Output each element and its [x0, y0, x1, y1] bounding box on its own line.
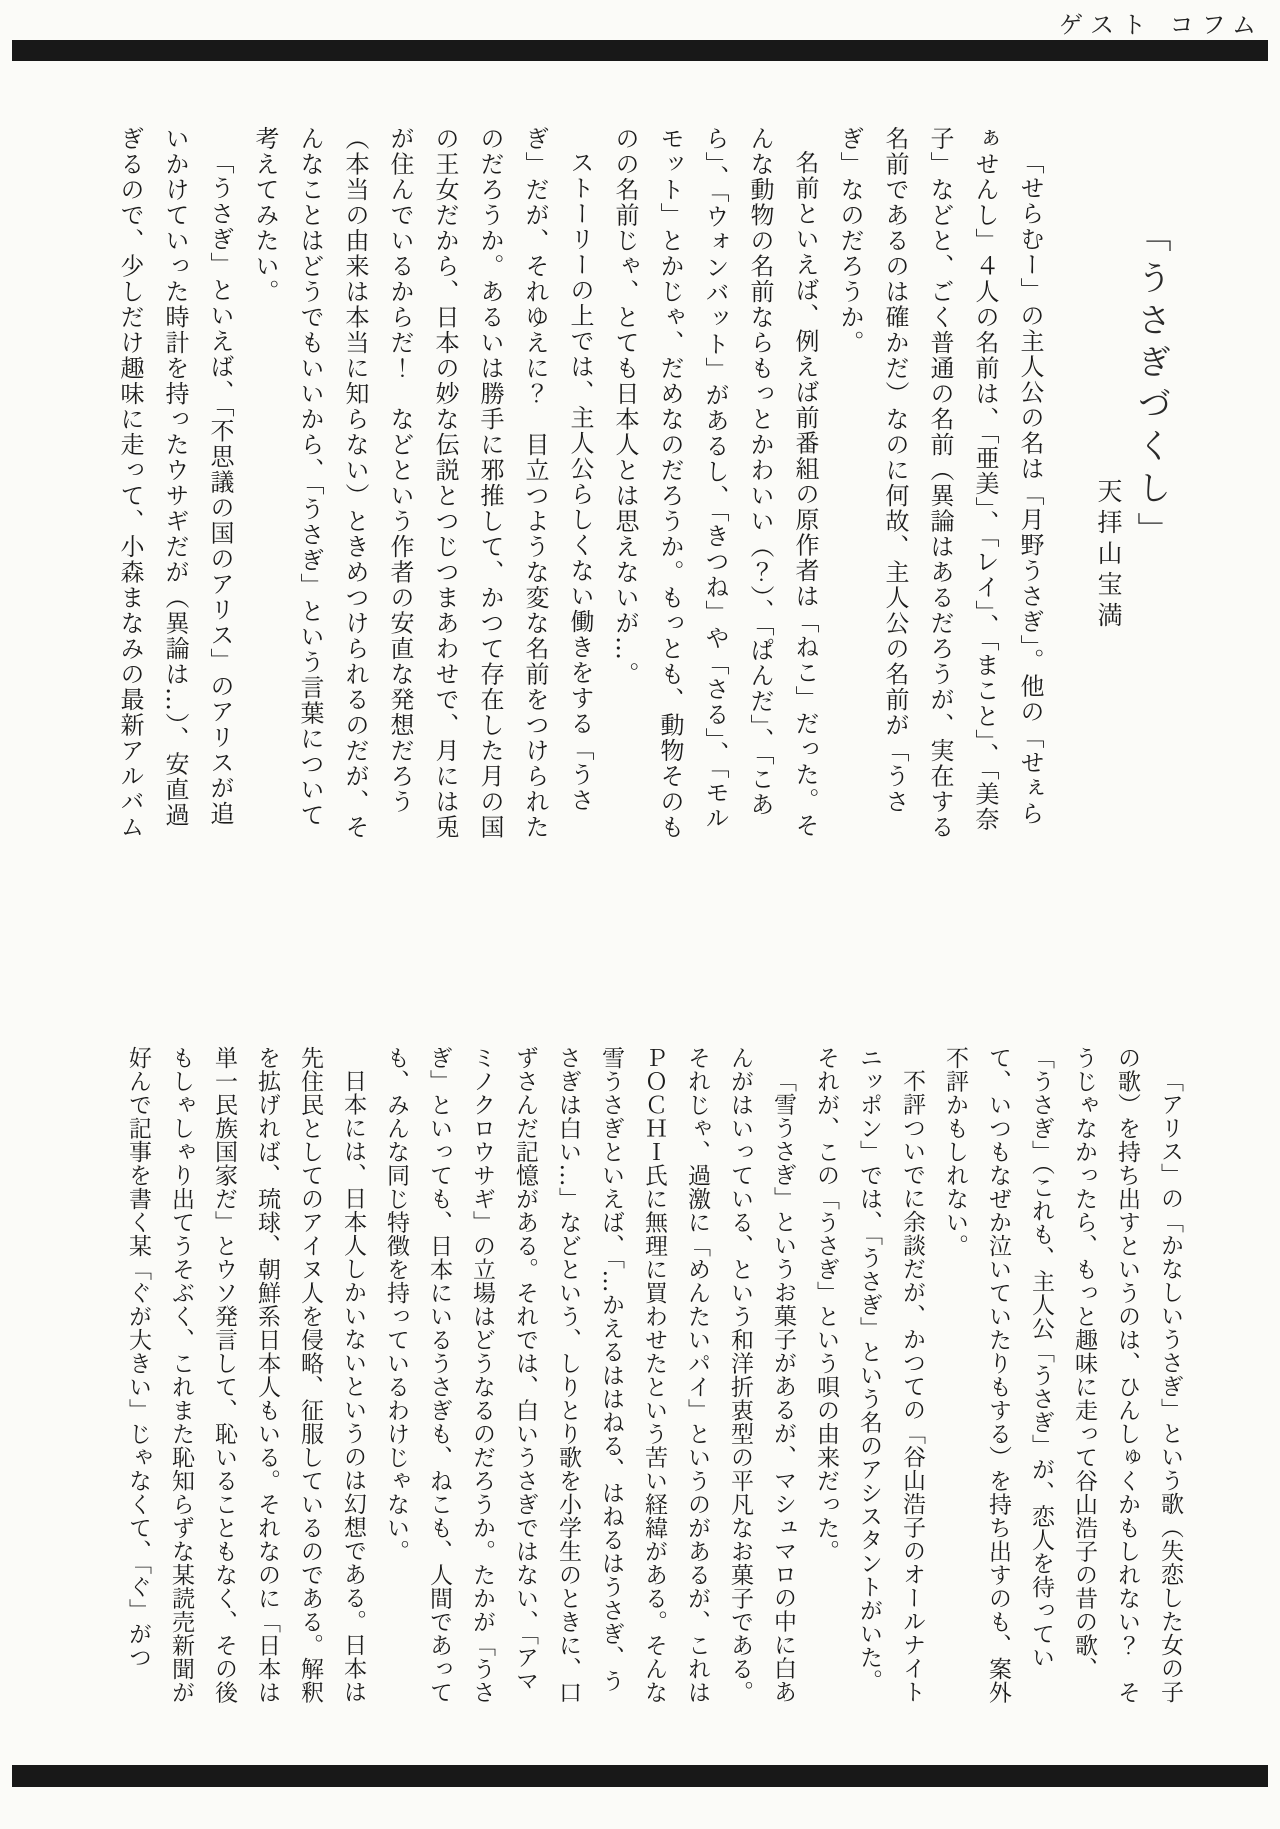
paragraph: 「せらむー」の主人公の名は「月野うさぎ」。他の「せぇらぁせんし」４人の名前は、「亜美」、「レイ」、「まこと」、「美奈子」などと、ごく普通の名前（異論はあるだろうが、実在する名前であるのは確かだ）なのに何故、主人公の名前が「うさぎ」なのだろうか。: [836, 126, 1044, 840]
paragraph: 日本には、日本人しかいないというのは幻想である。日本は先住民としてのアイヌ人を侵略、征服しているのである。解釈を拡げれば、琉球、朝鮮系日本人もいる。それなのに「日本は単一民族国家だ」とウソ発言して、恥いることもなく、その後もしゃしゃり出てうそぶく、これまた恥知らずな某読売新聞が好んで記事を書く某「ぐが大きい」じゃなくて、「ぐ」がつ: [125, 1046, 366, 1704]
column-title: 「うさぎづくし」: [1131, 218, 1171, 554]
page-header-label: ゲスト コフム: [1059, 11, 1264, 39]
bottom-rule: [12, 1765, 1268, 1787]
paragraph: 「うさぎ」といえば、「不思議の国のアリス」のアリスが追いかけていった時計を持ったウサギだが（異論は…）、安直過ぎるので、少しだけ趣味に走って、小森まなみの最新アルバム: [116, 126, 234, 840]
paragraph: 「雪うさぎ」というお菓子があるが、マシュマロの中に白あんがはいっている、という和洋折衷型の平凡なお菓子である。それじゃ、過激に「めんたいパイ」というのがあるが、これはＰＯＣＨＩ氏に無理に買わせたという苦い経緯がある。そんな雪うさぎといえば、「…かえるははねる、はねるはうさぎ、うさぎは白い…」などという、しりとり歌を小学生のときに、口ずさんだ記憶がある。それでは、白いうさぎではない、「アマミノクロウサギ」の立場はどうなるのだろうか。たかが「うさぎ」といっても、日本にいるうさぎも、ねこも、人間であっても、みんな同じ特徴を持っているわけじゃない。: [383, 1046, 796, 1704]
paragraph: 「アリス」の「かなしいうさぎ」という歌（失恋した女の子の歌）を持ち出すというのは、ひんしゅくかもしれない？ そうじゃなかったら、もっと趣味に走って谷山浩子の昔の歌、「うさぎ」（これも、主人公「うさぎ」が、恋人を待っていて、いつもなぜか泣いていたりもする）を持ち出すのも、案外不評かもしれない。: [942, 1046, 1183, 1704]
paragraph: ストーリーの上では、主人公らしくない働きをする「うさぎ」だが、それゆえに？ 目立つような変な名前をつけられたのだろうか。あるいは勝手に邪推して、かつて存在した月の国の王女だから、日本の妙な伝説とつじつまあわせで、月には兎が住んでいるからだ！ などという作者の安直な発想だろう（本当の由来は本当に知らない）ときめつけられるのだが、そんなことはどうでもいいから、「うさぎ」という言葉について考えてみたい。: [251, 126, 594, 840]
article-bottom-block: [116, 1046, 1191, 1704]
paragraph: 不評ついでに余談だが、かつての「谷山浩子のオールナイトニッポン」では、「うさぎ」という名のアシスタントがいた。それが、この「うさぎ」という唄の由来だった。: [813, 1046, 925, 1704]
author-name: 天拝山宝満: [1094, 478, 1123, 633]
article-top-block: [107, 126, 1052, 848]
top-rule: [12, 40, 1268, 61]
paragraph: 名前といえば、例えば前番組の原作者は「ねこ」だった。そんな動物の名前ならもっとかわいい（？）、「ぱんだ」、「こあら」、「ウォンバット」があるし、「きつね」や「さる」、「モルモット」とかじゃ、だめなのだろうか。もっとも、動物そのものの名前じゃ、とても日本人とは思えないが…。: [611, 126, 819, 840]
